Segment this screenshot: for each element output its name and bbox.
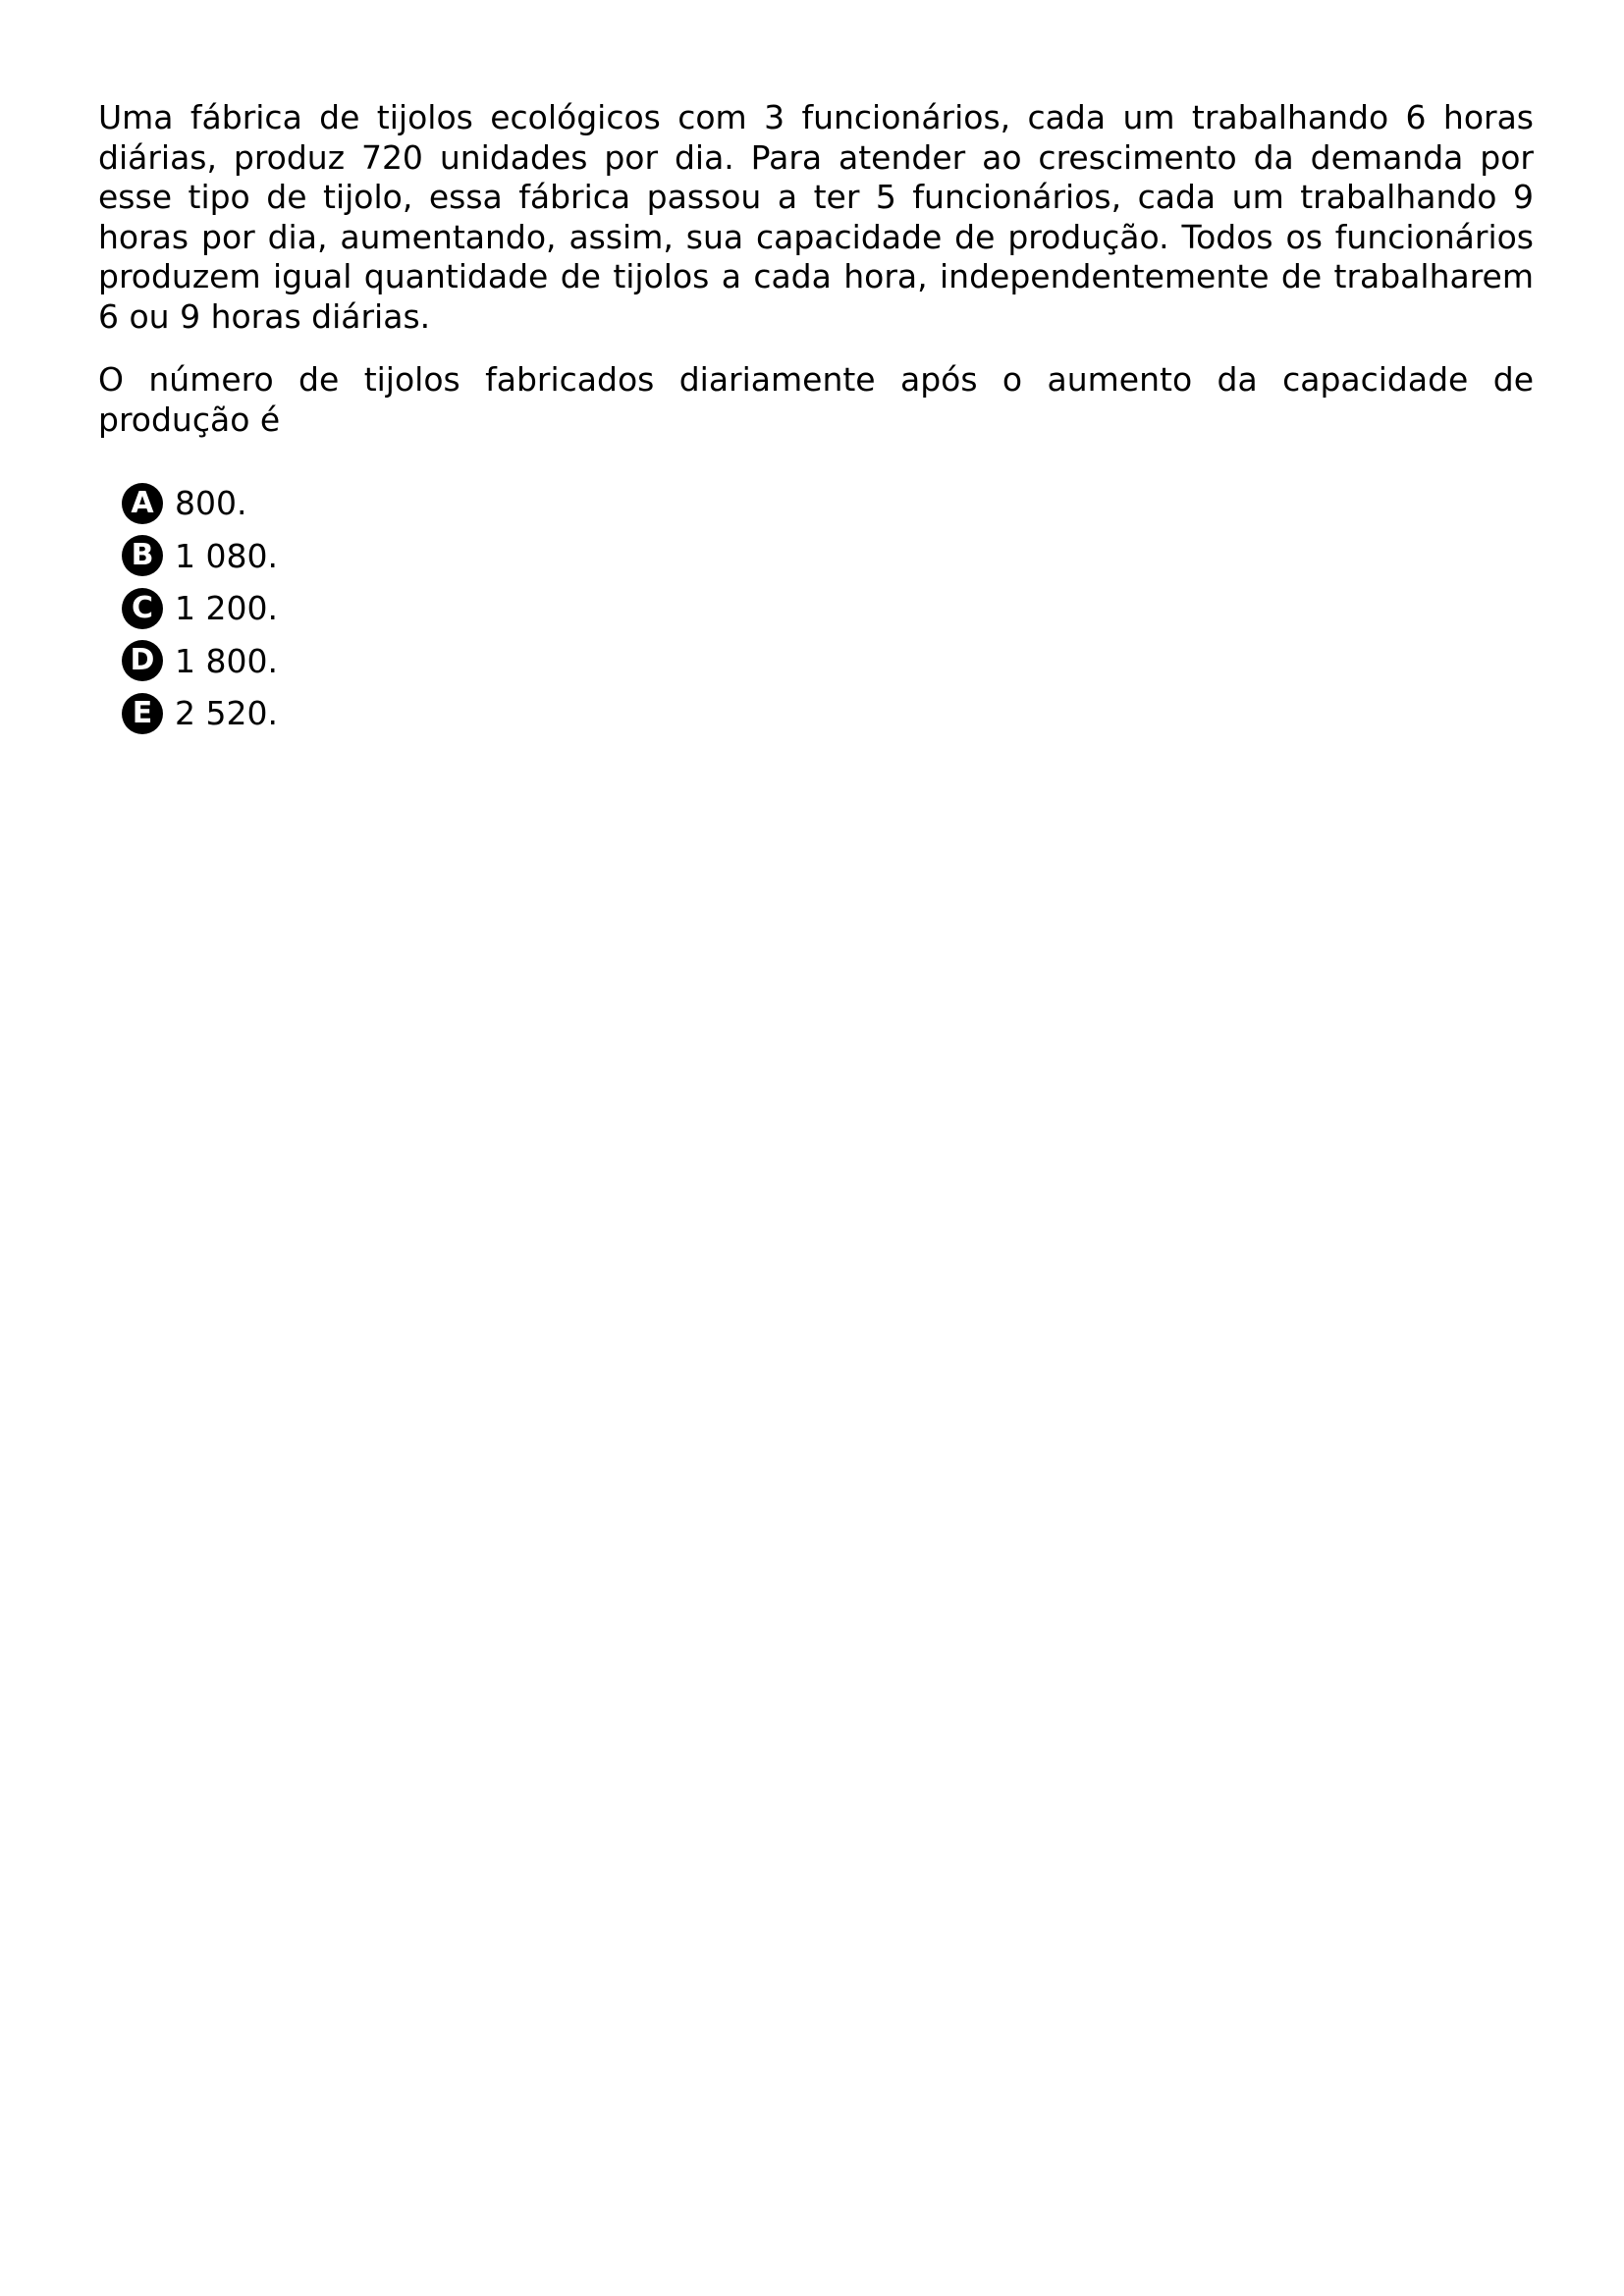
option-d[interactable]	[122, 635, 1534, 688]
answer-options	[98, 477, 1534, 740]
option-b[interactable]	[122, 530, 1534, 583]
option-e[interactable]	[122, 687, 1534, 740]
option-a[interactable]	[122, 477, 1534, 530]
question-page	[98, 98, 1534, 740]
option-c[interactable]	[122, 582, 1534, 635]
option-text: 2 520.	[175, 694, 278, 733]
option-text: 800.	[175, 484, 247, 523]
option-text: 1 200.	[175, 589, 278, 628]
option-text: 1 080.	[175, 536, 278, 575]
question-statement: Uma fábrica de tijolos ecológicos com 3 funcionários, cada um trabalhando 6 horas diárias, produz 720 unidades por dia. Para atender ao crescimento da demanda por esse tipo de tijolo, essa fábrica passou a ter 5 funcionários, cada um trabalhando 9 horas por dia, aumentando, assim, sua capacidade de produção. Todos os funcionários produzem igual quantidade de tijolos a cada hora, independentemente de trabalharem 6 ou 9 horas diárias.	[98, 98, 1534, 336]
option-letter-badge: A	[122, 483, 163, 524]
question-prompt: O número de tijolos fabricados diariamente após o aumento da capacidade de produção é	[98, 360, 1534, 439]
option-text: 1 800.	[175, 641, 278, 680]
option-letter-badge: D	[122, 640, 163, 681]
option-letter-badge: C	[122, 588, 163, 629]
option-letter-badge: E	[122, 693, 163, 734]
option-letter-badge: B	[122, 535, 163, 576]
